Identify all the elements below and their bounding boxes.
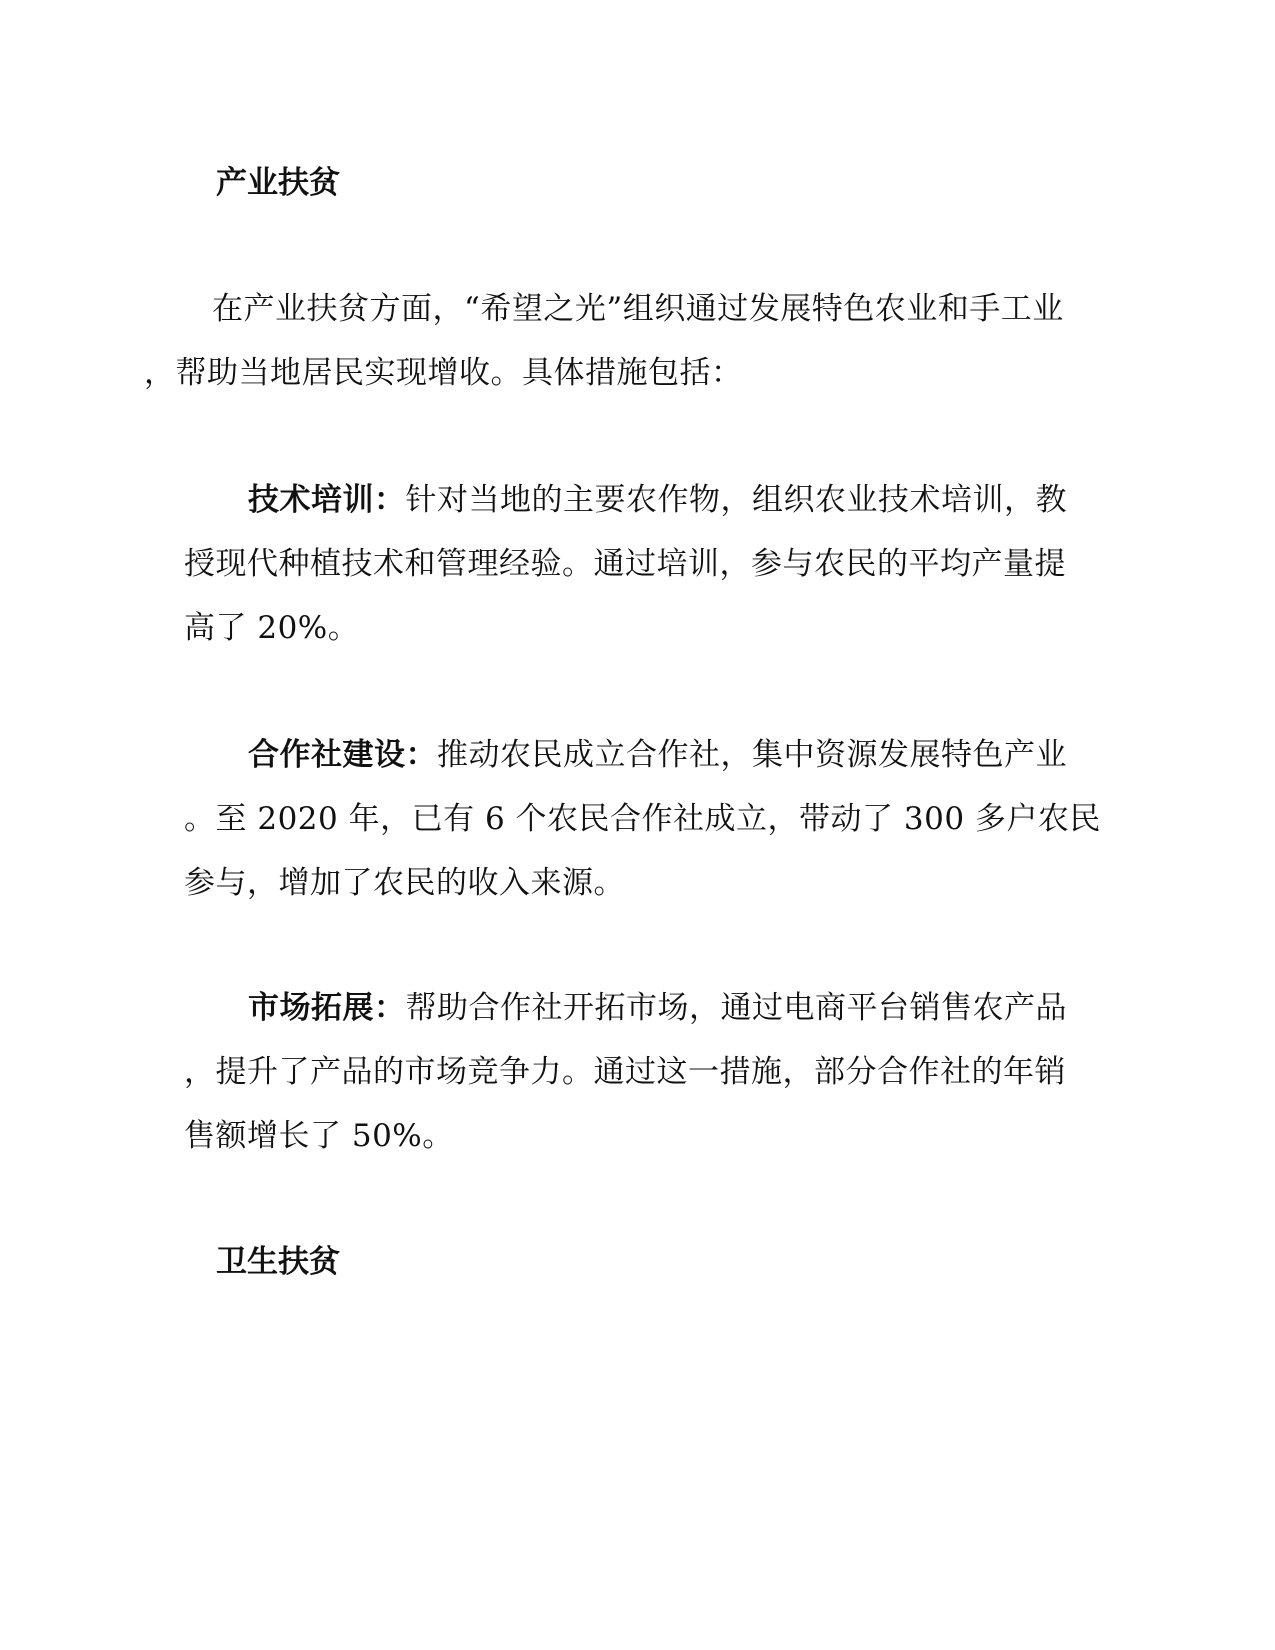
- item-text: 帮助合作社开拓市场，通过电商平台销售农产品: [405, 990, 1067, 1026]
- item-market-line-1: [248, 990, 1067, 1026]
- item-label: 市场拓展：: [248, 990, 406, 1026]
- item-label: 技术培训：: [248, 482, 406, 518]
- item-tech-training-line-1: [248, 482, 1067, 518]
- item-tech-training-line-2: 授现代种植技术和管理经验。通过培训，参与农民的平均产量提: [184, 546, 1066, 582]
- item-market-line-3: 售额增长了 50%。: [184, 1118, 454, 1154]
- section-heading-health: 卫生扶贫: [216, 1244, 340, 1280]
- intro-paragraph-line-1: 在产业扶贫方面，“希望之光”组织通过发展特色农业和手工业: [212, 291, 1064, 327]
- item-market-line-2: ，提升了产品的市场竞争力。通过这一措施，部分合作社的年销: [184, 1054, 1066, 1090]
- item-text: 针对当地的主要农作物，组织农业技术培训，教: [405, 482, 1067, 518]
- intro-paragraph-line-2: ，帮助当地居民实现增收。具体措施包括：: [144, 355, 743, 391]
- item-cooperative-line-3: 参与，增加了农民的收入来源。: [184, 865, 625, 901]
- item-tech-training-line-3: 高了 20%。: [184, 610, 360, 646]
- item-label: 合作社建设：: [248, 737, 437, 773]
- item-cooperative-line-2: 。至 2020 年，已有 6 个农民合作社成立，带动了 300 多户农民: [184, 801, 1101, 837]
- section-heading-industry: 产业扶贫: [216, 165, 340, 201]
- item-cooperative-line-1: [248, 737, 1067, 773]
- item-text: 推动农民成立合作社，集中资源发展特色产业: [437, 737, 1067, 773]
